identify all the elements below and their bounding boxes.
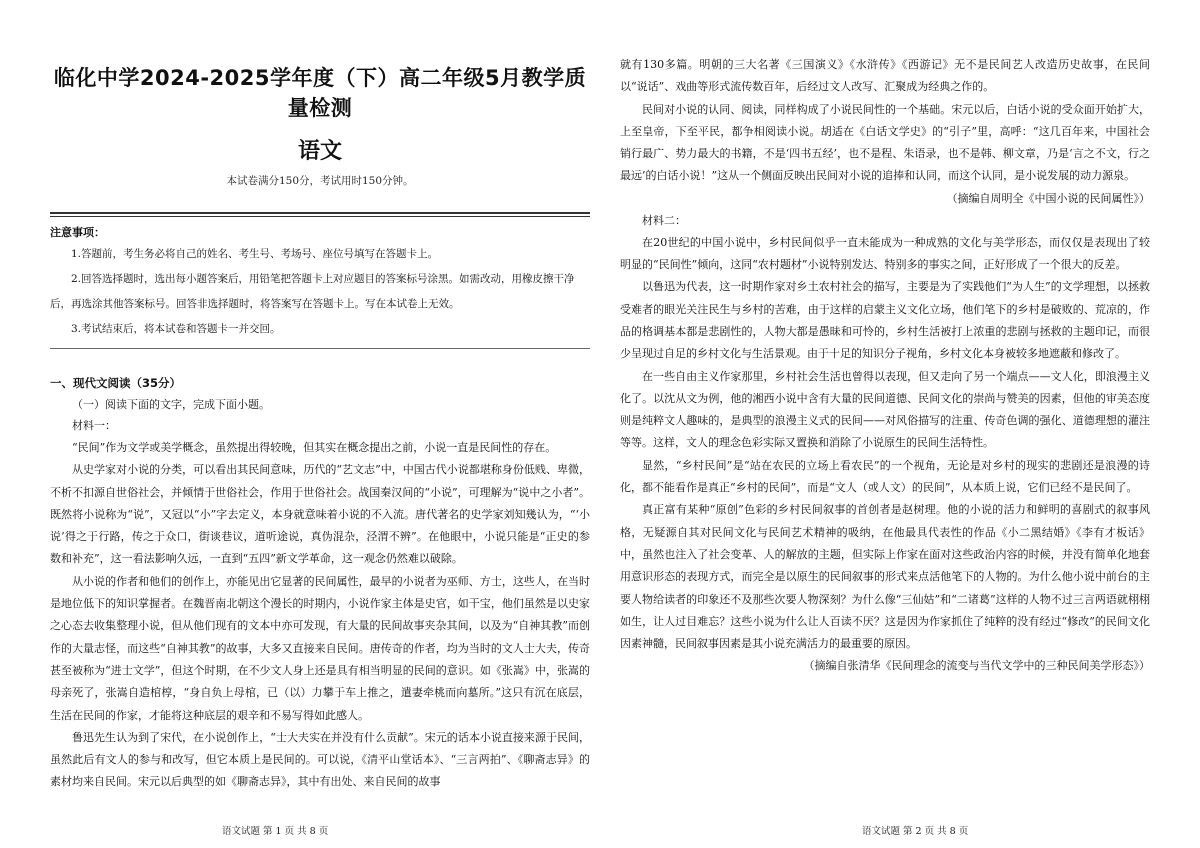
notice-rule	[50, 348, 590, 349]
right-page	[620, 54, 1150, 677]
exam-title: 临化中学2024-2025学年度（下）高二年级5月教学质量检测	[53, 66, 587, 120]
paragraph: 显然，“乡村民间”是“站在农民的立场上看农民”的一个视角，无论是对乡村的现实的悲剧还是浪漫的诗化，都不能看作是真正“乡村的民间”，而是“文人（或人文）的民间”，从本质上说，它们已经不是民间了。	[620, 458, 1150, 495]
paragraph: 从小说的作者和他们的创作上，亦能见出它显著的民间属性，最早的小说者为巫师、方士，这些人，在当时是地位低下的知识掌握者。在魏晋南北朝这个漫长的时期内，小说作家主体是史官，如干宝，他们虽然是以史家之心态去收集整理小说，但从他们现有的文本中亦可发现，有大量的民间故事夹杂其间，以及为“自神其教”而创作的大量志怪，而这些“自神其教”的故事，大多又直接来自民间。唐传奇的作者，均为当时的文人士大夫，传奇甚至被称为“进士文学”，但这个时期，在不少文人身上还是具有相当明显的民间的意识。如《张嵩》中，张嵩的母亲死了，张嵩自造棺椁，“身自负上母棺，已（以）力攀于车上推之，遣妻牵桃而向墓所。”这只有沉在底层，生活在民间的作家，才能将这种底层的艰辛和不易写得如此感人。	[50, 574, 590, 722]
section-instruction: （一）阅读下面的文字，完成下面小题。	[72, 398, 270, 411]
paragraph: 在一些自由主义作家那里，乡村社会生活也曾得以表现，但又走向了另一个端点——文人化，即浪漫主义化了。以沈从文为例，他的湘西小说中含有大量的民间道德、民间文化的崇尚与赞美的因素，但他的审美态度则是纯粹文人趣味的，是典型的浪漫主义式的民间——对风俗描写的注重、传奇色调的强化、道德理想的灌注等等。这样，文人的理念色彩实际又置换和消除了小说原生的民间生活特性。	[620, 369, 1150, 450]
paragraph: 民间对小说的认同、阅读，同样构成了小说民间性的一个基础。宋元以后，白话小说的受众面开始扩大，上至皇帝，下至平民，都争相阅读小说。胡适在《白话文学史》的“引子”里，高呼：“这几百年来，中国社会销行最广、势力最大的书籍，不是‘四书五经’，也不是程、朱语录，也不是韩、柳文章，乃是‘言之不文，行之最远’的白话小说！”这从一个侧面反映出民间对小说的追捧和认同，而这个认同，是小说发展的动力源泉。	[620, 102, 1150, 183]
paragraph: 在20世纪的中国小说中，乡村民间似乎一直未能成为一种成熟的文化与美学形态，而仅仅是表现出了较明显的“民间性”倾向，这同“农村题材”小说特别发达、特别多的事实之间，正好形成了一个很大的反差。	[620, 235, 1150, 272]
paragraph: 真正富有某种“原创”色彩的乡村民间叙事的首创者是赵树理。他的小说的活力和鲜明的喜剧式的叙事风格，无疑源自其对民间文化与民间艺术精神的吸纳，在他最具代表性的作品《小二黑结婚》《李有才板话》中，虽然也注入了社会变革、人的解放的主题，但实际上作家在面对这些政治内容的时候，并没有简单化地套用意识形态的表现方式，而完全是以原生的民间叙事的形式来点活他笔下的人物的。为什么他小说中前台的主要人物给读者的印象还不及那些次要人物深刻？为什么像“三仙姑”和“二诸葛”这样的人物不过三言两语就栩栩如生，让人过目难忘？这些小说为什么让人百读不厌？这是因为作家抓住了纯粹的没有经过“修改”的民间文化因素神髓，民间叙事因素是其小说充满活力的最重要的原因。	[620, 503, 1150, 651]
paragraph: 鲁迅先生认为到了宋代，在小说创作上，“士大夫实在并没有什么贡献”。宋元的话本小说直接来源于民间，虽然此后有文人的参与和改写，但它本质上是民间的。可以说，《清平山堂话本》、“三言两拍”、《聊斋志异》的素材均来自民间。宋元以后典型的如《聊斋志异》，其中有出处、来自民间的故事	[50, 730, 590, 789]
left-page	[50, 0, 590, 794]
page-footer-left: 语文试题 第 1 页 共 8 页	[222, 826, 329, 837]
source-citation-2: （摘编自张清华《民间理念的流变与当代文学中的三种民间美学形态》）	[803, 659, 1150, 673]
subject-title: 语文	[297, 139, 342, 164]
notice-item: 1.答题前，考生务必将自己的姓名、考生号、考场号、座位号填写在答题卡上。	[71, 248, 439, 260]
notice-title: 注意事项：	[50, 226, 105, 239]
section-title: 一、现代文阅读（35分）	[50, 376, 182, 390]
paragraph-continued: 就有130多篇。明朝的三大名著《三国演义》《水浒传》《西游记》无不是民间艺人改造历史故事，在民间以“说话”、戏曲等形式流传数百年，后经过文人改写、汇聚成为经典之作的。	[620, 58, 1150, 94]
material-1-label: 材料一：	[72, 419, 116, 432]
notice-item: 3.考试结束后，将本试卷和答题卡一并交回。	[71, 323, 281, 335]
notice-item: 2.回答选择题时，选出每小题答案后，用铅笔把答题卡上对应题目的答案标号涂黑。如需改动，用橡皮擦干净后，再选涂其他答案标号。回答非选择题时，将答案写在答题卡上。写在本试卷上无效。	[50, 273, 575, 310]
header-rule	[50, 212, 590, 214]
material-2-label: 材料二：	[642, 213, 686, 227]
paragraph: “民间”作为文学或美学概念，虽然提出得较晚，但其实在概念提出之前，小说一直是民间性的存在。	[72, 441, 557, 454]
exam-info: 本试卷满分150分，考试用时150分钟。	[226, 175, 414, 187]
header-rule-thin	[50, 216, 590, 217]
paragraph: 以鲁迅为代表，这一时期作家对乡土农村社会的描写，主要是为了实践他们“为人生”的文学理想，以拯救受难者的眼光关注民生与乡村的苦难，由于这样的启蒙主义文化立场，他们笔下的乡村是破败的、荒凉的，作品的格调基本都是悲剧性的，人物大都是愚昧和可怜的，乡村生活被打上浓重的悲剧与拯救的主题印记，而很少呈现过自足的乡村文化与生活景观。由于十足的知识分子视角，乡村文化本身被较多地遮蔽和修改了。	[620, 280, 1150, 361]
page-footer-right: 语文试题 第 2 页 共 8 页	[862, 826, 969, 837]
paragraph: 从史学家对小说的分类，可以看出其民间意味，历代的“艺文志”中，中国古代小说都堪称身份低贱、卑微，不析不扣源自世俗社会，并倾情于世俗社会，作用于世俗社会。战国秦汉间的“小说”，可理解为“说中之小者”。既然将小说称为“说”，又冠以“小”字去定义，本身就意味着小说的不入流。唐代著名的史学家刘知幾认为，“‘小说’得之于行路，传之于众口，街谈巷议，道听途说，真伪混杂，泾渭不辨”。在他眼中，小说只能是“正史的参数和补充”，这一看法影响久远，一直到“五四”新文学革命，这一观念仍然难以破除。	[50, 463, 590, 566]
notice-list	[50, 242, 590, 342]
source-citation-1: （摘编自周明全《中国小说的民间属性》）	[946, 191, 1150, 205]
